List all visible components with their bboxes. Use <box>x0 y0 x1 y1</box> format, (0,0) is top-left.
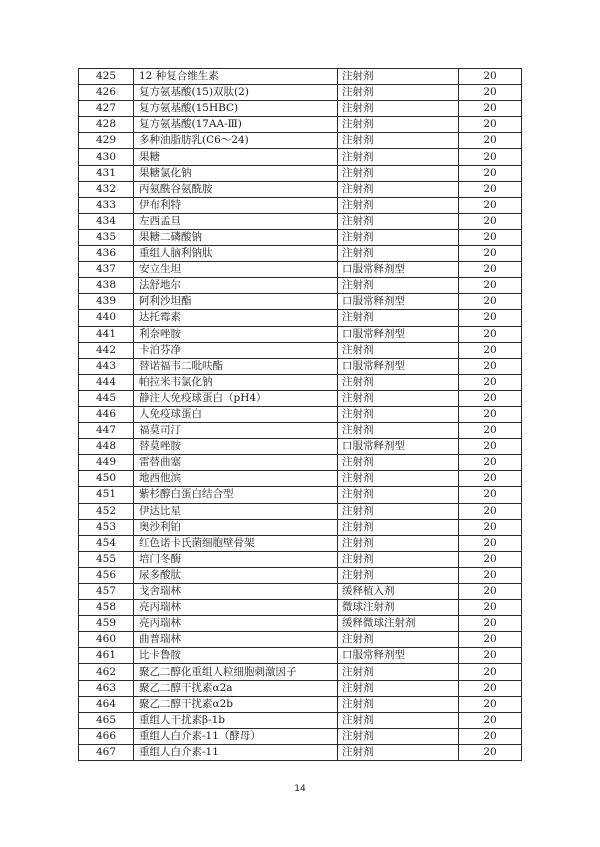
dosage-form-cell: 注射剂 <box>338 278 459 294</box>
table-row <box>79 664 522 680</box>
count-cell: 20 <box>459 326 522 342</box>
dosage-form-cell: 注射剂 <box>338 487 459 503</box>
row-number-cell: 456 <box>79 567 134 583</box>
dosage-form-cell: 注射剂 <box>338 423 459 439</box>
count-cell: 20 <box>459 197 522 213</box>
dosage-form-cell: 注射剂 <box>338 133 459 149</box>
dosage-form-cell: 注射剂 <box>338 519 459 535</box>
row-number-cell: 426 <box>79 85 134 101</box>
drug-name-cell: 重组人白介素-11（酵母） <box>134 728 338 744</box>
dosage-form-cell: 注射剂 <box>338 744 459 760</box>
row-number-cell: 430 <box>79 149 134 165</box>
count-cell: 20 <box>459 229 522 245</box>
dosage-form-cell: 注射剂 <box>338 213 459 229</box>
count-cell: 20 <box>459 567 522 583</box>
drug-name-cell: 果糖 <box>134 149 338 165</box>
drug-name-cell: 静注人免疫球蛋白（pH4） <box>134 390 338 406</box>
drug-name-cell: 替莫唑胺 <box>134 439 338 455</box>
drug-name-cell: 复方氨基酸(15HBC) <box>134 101 338 117</box>
drug-name-cell: 多种油脂肪乳(C6～24) <box>134 133 338 149</box>
row-number-cell: 447 <box>79 423 134 439</box>
drug-name-cell: 曲普瑞林 <box>134 632 338 648</box>
table-row <box>79 503 522 519</box>
dosage-form-cell: 注射剂 <box>338 471 459 487</box>
drug-name-cell: 红色诺卡氏菌细胞壁骨架 <box>134 535 338 551</box>
table-row <box>79 487 522 503</box>
row-number-cell: 449 <box>79 455 134 471</box>
dosage-form-cell: 注射剂 <box>338 696 459 712</box>
dosage-form-cell: 注射剂 <box>338 117 459 133</box>
row-number-cell: 434 <box>79 213 134 229</box>
drug-name-cell: 聚乙二醇干扰素α2a <box>134 680 338 696</box>
dosage-form-cell: 注射剂 <box>338 680 459 696</box>
table-row <box>79 85 522 101</box>
row-number-cell: 437 <box>79 262 134 278</box>
row-number-cell: 448 <box>79 439 134 455</box>
count-cell: 20 <box>459 648 522 664</box>
count-cell: 20 <box>459 503 522 519</box>
drug-name-cell: 地西他滨 <box>134 471 338 487</box>
dosage-form-cell: 注射剂 <box>338 197 459 213</box>
table-row <box>79 406 522 422</box>
count-cell: 20 <box>459 535 522 551</box>
dosage-form-cell: 注射剂 <box>338 374 459 390</box>
count-cell: 20 <box>459 744 522 760</box>
dosage-form-cell: 注射剂 <box>338 246 459 262</box>
table-row <box>79 278 522 294</box>
dosage-form-cell: 注射剂 <box>338 535 459 551</box>
drug-name-cell: 帕拉米韦氯化钠 <box>134 374 338 390</box>
count-cell: 20 <box>459 69 522 85</box>
dosage-form-cell: 注射剂 <box>338 664 459 680</box>
drug-name-cell: 卡泊芬净 <box>134 342 338 358</box>
dosage-form-cell: 口服常释剂型 <box>338 358 459 374</box>
row-number-cell: 465 <box>79 712 134 728</box>
row-number-cell: 427 <box>79 101 134 117</box>
drug-name-cell: 伊布利特 <box>134 197 338 213</box>
dosage-form-cell: 注射剂 <box>338 390 459 406</box>
row-number-cell: 439 <box>79 294 134 310</box>
row-number-cell: 455 <box>79 551 134 567</box>
row-number-cell: 433 <box>79 197 134 213</box>
page-number: 14 <box>294 784 306 794</box>
row-number-cell: 459 <box>79 616 134 632</box>
row-number-cell: 461 <box>79 648 134 664</box>
table-row <box>79 712 522 728</box>
row-number-cell: 436 <box>79 246 134 262</box>
row-number-cell: 444 <box>79 374 134 390</box>
drug-name-cell: 尿多酸肽 <box>134 567 338 583</box>
drug-name-cell: 人免疫球蛋白 <box>134 406 338 422</box>
table-row <box>79 165 522 181</box>
drug-name-cell: 重组人白介素-11 <box>134 744 338 760</box>
table-row <box>79 358 522 374</box>
table-row <box>79 246 522 262</box>
count-cell: 20 <box>459 455 522 471</box>
table-row <box>79 197 522 213</box>
count-cell: 20 <box>459 342 522 358</box>
row-number-cell: 467 <box>79 744 134 760</box>
drug-name-cell: 12 种复合维生素 <box>134 69 338 85</box>
dosage-form-cell: 口服常释剂型 <box>338 439 459 455</box>
table-row <box>79 149 522 165</box>
drug-name-cell: 伊达比星 <box>134 503 338 519</box>
count-cell: 20 <box>459 664 522 680</box>
row-number-cell: 462 <box>79 664 134 680</box>
row-number-cell: 457 <box>79 584 134 600</box>
dosage-form-cell: 注射剂 <box>338 165 459 181</box>
row-number-cell: 435 <box>79 229 134 245</box>
dosage-form-cell: 缓释植入剂 <box>338 584 459 600</box>
drug-name-cell: 雷替曲塞 <box>134 455 338 471</box>
count-cell: 20 <box>459 262 522 278</box>
count-cell: 20 <box>459 728 522 744</box>
drug-name-cell: 重组人脑利钠肽 <box>134 246 338 262</box>
count-cell: 20 <box>459 294 522 310</box>
table-row <box>79 423 522 439</box>
drug-name-cell: 复方氨基酸(17AA-Ⅲ) <box>134 117 338 133</box>
count-cell: 20 <box>459 584 522 600</box>
row-number-cell: 464 <box>79 696 134 712</box>
count-cell: 20 <box>459 85 522 101</box>
drug-name-cell: 阿利沙坦酯 <box>134 294 338 310</box>
drug-name-cell: 替诺福韦二吡呋酯 <box>134 358 338 374</box>
row-number-cell: 452 <box>79 503 134 519</box>
drug-name-cell: 复方氨基酸(15)双肽(2) <box>134 85 338 101</box>
dosage-form-cell: 注射剂 <box>338 632 459 648</box>
table-row <box>79 310 522 326</box>
dosage-form-cell: 注射剂 <box>338 101 459 117</box>
table-row <box>79 342 522 358</box>
count-cell: 20 <box>459 133 522 149</box>
drug-name-cell: 达托霉素 <box>134 310 338 326</box>
dosage-form-cell: 注射剂 <box>338 342 459 358</box>
drug-list-table <box>78 68 522 761</box>
table-row <box>79 133 522 149</box>
drug-name-cell: 丙氨酰谷氨酰胺 <box>134 181 338 197</box>
dosage-form-cell: 口服常释剂型 <box>338 294 459 310</box>
table-row <box>79 390 522 406</box>
dosage-form-cell: 注射剂 <box>338 69 459 85</box>
drug-name-cell: 亮丙瑞林 <box>134 616 338 632</box>
count-cell: 20 <box>459 165 522 181</box>
count-cell: 20 <box>459 117 522 133</box>
row-number-cell: 438 <box>79 278 134 294</box>
drug-name-cell: 紫杉醇白蛋白结合型 <box>134 487 338 503</box>
table-row <box>79 439 522 455</box>
drug-name-cell: 安立生坦 <box>134 262 338 278</box>
count-cell: 20 <box>459 374 522 390</box>
table-body <box>79 69 522 761</box>
table-row <box>79 535 522 551</box>
row-number-cell: 451 <box>79 487 134 503</box>
count-cell: 20 <box>459 213 522 229</box>
dosage-form-cell: 微球注射剂 <box>338 600 459 616</box>
count-cell: 20 <box>459 487 522 503</box>
table-row <box>79 117 522 133</box>
count-cell: 20 <box>459 149 522 165</box>
dosage-form-cell: 注射剂 <box>338 229 459 245</box>
table-row <box>79 744 522 760</box>
dosage-form-cell: 注射剂 <box>338 728 459 744</box>
row-number-cell: 463 <box>79 680 134 696</box>
drug-name-cell: 福莫司汀 <box>134 423 338 439</box>
table-row <box>79 229 522 245</box>
count-cell: 20 <box>459 471 522 487</box>
table-row <box>79 262 522 278</box>
dosage-form-cell: 注射剂 <box>338 310 459 326</box>
dosage-form-cell: 注射剂 <box>338 551 459 567</box>
count-cell: 20 <box>459 439 522 455</box>
drug-name-cell: 比卡鲁胺 <box>134 648 338 664</box>
dosage-form-cell: 缓释微球注射剂 <box>338 616 459 632</box>
dosage-form-cell: 注射剂 <box>338 149 459 165</box>
count-cell: 20 <box>459 712 522 728</box>
table-row <box>79 374 522 390</box>
table-row <box>79 455 522 471</box>
table-row <box>79 519 522 535</box>
table-row <box>79 680 522 696</box>
dosage-form-cell: 口服常释剂型 <box>338 326 459 342</box>
dosage-form-cell: 注射剂 <box>338 406 459 422</box>
drug-name-cell: 果糖氯化钠 <box>134 165 338 181</box>
dosage-form-cell: 注射剂 <box>338 455 459 471</box>
count-cell: 20 <box>459 551 522 567</box>
dosage-form-cell: 注射剂 <box>338 712 459 728</box>
count-cell: 20 <box>459 406 522 422</box>
table-row <box>79 101 522 117</box>
drug-name-cell: 戈舍瑞林 <box>134 584 338 600</box>
dosage-form-cell: 注射剂 <box>338 503 459 519</box>
table-row <box>79 600 522 616</box>
row-number-cell: 446 <box>79 406 134 422</box>
row-number-cell: 450 <box>79 471 134 487</box>
count-cell: 20 <box>459 181 522 197</box>
row-number-cell: 460 <box>79 632 134 648</box>
count-cell: 20 <box>459 390 522 406</box>
drug-name-cell: 果糖二磷酸钠 <box>134 229 338 245</box>
drug-name-cell: 培门冬酶 <box>134 551 338 567</box>
drug-name-cell: 利奈唑胺 <box>134 326 338 342</box>
table-row <box>79 567 522 583</box>
dosage-form-cell: 口服常释剂型 <box>338 648 459 664</box>
count-cell: 20 <box>459 600 522 616</box>
row-number-cell: 466 <box>79 728 134 744</box>
row-number-cell: 431 <box>79 165 134 181</box>
count-cell: 20 <box>459 616 522 632</box>
table-row <box>79 728 522 744</box>
table-row <box>79 69 522 85</box>
row-number-cell: 425 <box>79 69 134 85</box>
drug-name-cell: 聚乙二醇化重组人粒细胞刺激因子 <box>134 664 338 680</box>
row-number-cell: 445 <box>79 390 134 406</box>
count-cell: 20 <box>459 423 522 439</box>
count-cell: 20 <box>459 278 522 294</box>
count-cell: 20 <box>459 310 522 326</box>
table-row <box>79 616 522 632</box>
row-number-cell: 442 <box>79 342 134 358</box>
count-cell: 20 <box>459 680 522 696</box>
drug-name-cell: 聚乙二醇干扰素α2b <box>134 696 338 712</box>
row-number-cell: 432 <box>79 181 134 197</box>
table-row <box>79 584 522 600</box>
dosage-form-cell: 注射剂 <box>338 181 459 197</box>
drug-name-cell: 奥沙利铂 <box>134 519 338 535</box>
row-number-cell: 458 <box>79 600 134 616</box>
row-number-cell: 454 <box>79 535 134 551</box>
table-row <box>79 551 522 567</box>
dosage-form-cell: 注射剂 <box>338 567 459 583</box>
row-number-cell: 429 <box>79 133 134 149</box>
table-row <box>79 471 522 487</box>
count-cell: 20 <box>459 358 522 374</box>
count-cell: 20 <box>459 632 522 648</box>
row-number-cell: 428 <box>79 117 134 133</box>
row-number-cell: 441 <box>79 326 134 342</box>
table-row <box>79 632 522 648</box>
table-row <box>79 648 522 664</box>
table-row <box>79 181 522 197</box>
drug-name-cell: 重组人干扰素β-1b <box>134 712 338 728</box>
table-row <box>79 294 522 310</box>
count-cell: 20 <box>459 696 522 712</box>
table-row <box>79 696 522 712</box>
dosage-form-cell: 注射剂 <box>338 85 459 101</box>
count-cell: 20 <box>459 246 522 262</box>
drug-name-cell: 法舒地尔 <box>134 278 338 294</box>
table-row <box>79 213 522 229</box>
row-number-cell: 440 <box>79 310 134 326</box>
count-cell: 20 <box>459 101 522 117</box>
drug-name-cell: 亮丙瑞林 <box>134 600 338 616</box>
dosage-form-cell: 口服常释剂型 <box>338 262 459 278</box>
row-number-cell: 443 <box>79 358 134 374</box>
drug-name-cell: 左西孟旦 <box>134 213 338 229</box>
row-number-cell: 453 <box>79 519 134 535</box>
count-cell: 20 <box>459 519 522 535</box>
table-row <box>79 326 522 342</box>
